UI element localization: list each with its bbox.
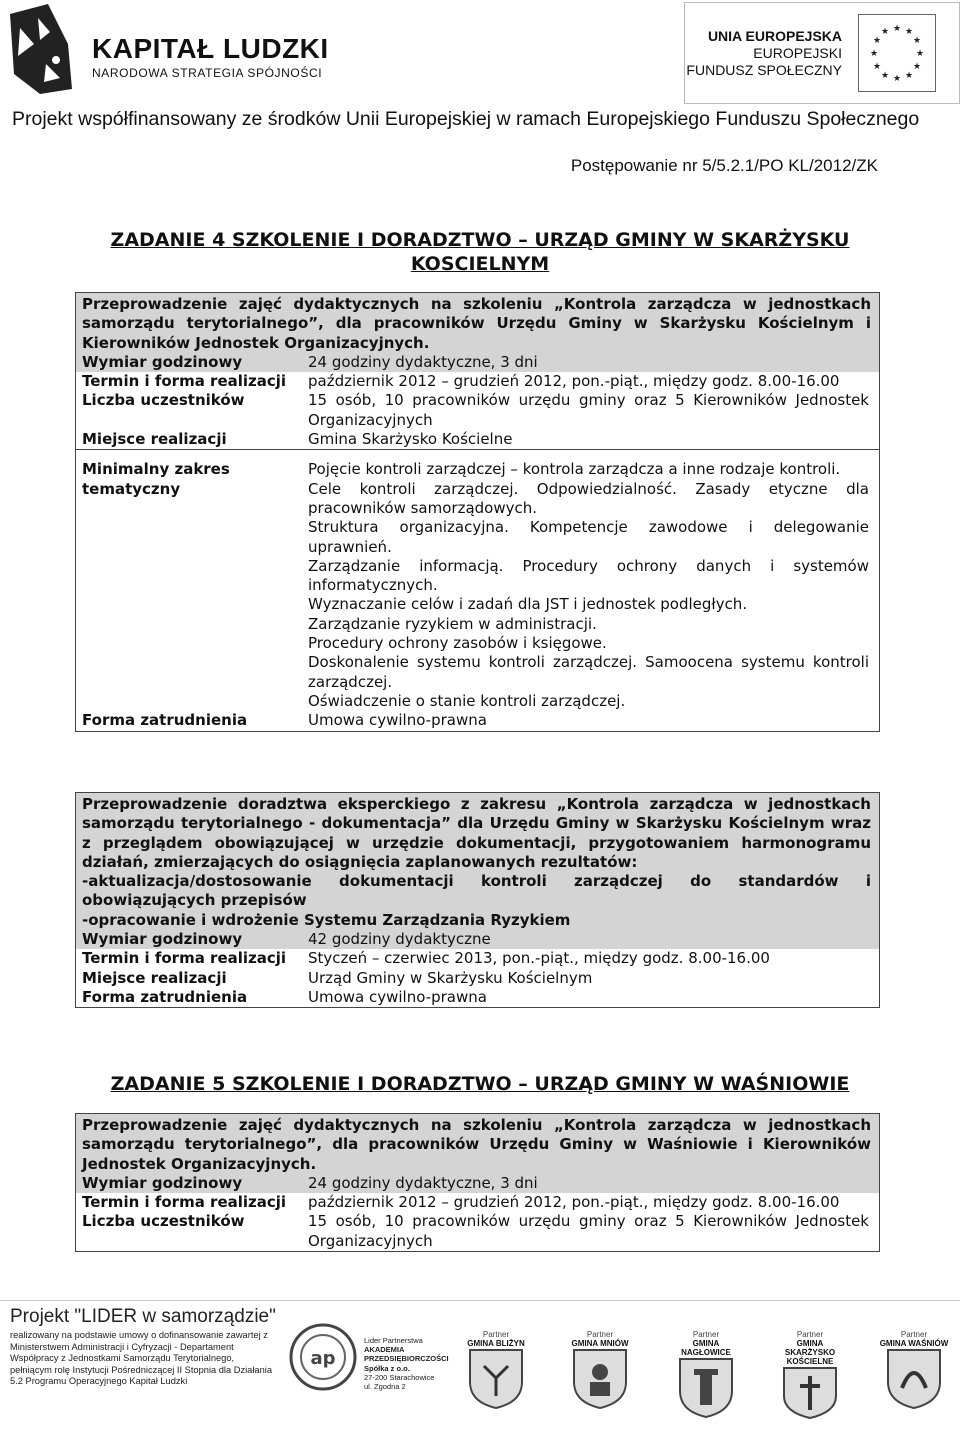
svg-text:★: ★: [904, 71, 914, 81]
scope-item: Oświadczenie o stanie kontroli zarządczej.: [308, 691, 626, 710]
row-label: Liczba uczestników: [82, 1212, 245, 1231]
svg-text:ap: ap: [310, 1348, 336, 1369]
scope-item: Struktura organizacyjna. Kompetencje zawodowe i delegowanie uprawnień.: [308, 518, 869, 556]
leader-line: Spółka z o.o.: [364, 1363, 410, 1373]
row-label: Forma zatrudnienia: [82, 711, 248, 730]
task4-training-hours-row: [76, 353, 879, 372]
partner-wasniow: [876, 1330, 952, 1415]
task4-consulting-hours-row: [76, 930, 879, 949]
row-label: Wymiar godzinowy: [82, 352, 243, 371]
project-description: realizowany na podstawie umowy o dofinansowanie zawartej z Ministerstwem Administracji i Cyfryzacji - Departament Współpracy z Jednostkami Samorządu Terytorialnego, pełniącym rolę Instytucji Pośredniczącej II Stopnia dla Działania 5.2 Programu Operacyjnego Kapitał Ludzki: [10, 1330, 272, 1387]
coat-of-arms-icon: [466, 1348, 526, 1410]
row-label: Termin i forma realizacji: [82, 949, 287, 968]
row-value: październik 2012 – grudzień 2012, pon.-piąt., między godz. 8.00-16.00: [308, 1193, 840, 1212]
task4-consulting-place-row: [76, 969, 879, 988]
svg-text:★: ★: [912, 36, 922, 46]
row-label: Forma zatrudnienia: [82, 987, 248, 1006]
leader-line: PRZEDSIĘBIORCZOŚCI: [364, 1354, 449, 1364]
row-value: Umowa cywilno-prawna: [308, 711, 487, 730]
leader-line: Lider Partnerstwa: [364, 1336, 423, 1345]
eu-logo-text: [686, 28, 842, 79]
task4-consulting-header: [76, 793, 879, 930]
partner-name: GMINA MNIÓW: [571, 1339, 629, 1348]
task4-consulting-table: [75, 792, 880, 1008]
leader-line: 27-200 Starachowice: [364, 1372, 435, 1382]
partner-name: GMINA NAGŁOWICE: [681, 1339, 731, 1357]
partner-label: Partner: [900, 1330, 928, 1339]
task4-training-term-row: [76, 372, 879, 391]
row-value: październik 2012 – grudzień 2012, pon.-piąt., między godz. 8.00-16.00: [308, 372, 840, 391]
scope-item: Wyznaczanie celów i zadań dla JST i jednostek podległych.: [308, 595, 748, 614]
row-label: Termin i forma realizacji: [82, 1193, 287, 1212]
task4-consulting-item: -opracowanie i wdrożenie Systemu Zarządzania Ryzykiem: [82, 910, 571, 929]
partner-label: Partner: [796, 1330, 824, 1339]
row-label: Miejsce realizacji: [82, 968, 227, 987]
task5-training-table: [75, 1113, 880, 1252]
task5-training-hours-row: [76, 1174, 879, 1193]
row-label: Miejsce realizacji: [82, 430, 227, 449]
row-value: 24 godziny dydaktyczne, 3 dni: [308, 352, 538, 371]
task4-training-title: Przeprowadzenie zajęć dydaktycznych na szkoleniu „Kontrola zarządcza w jednostkach samorządu terytorialnego”, dla pracowników Urzędu Gminy w Skarżysku Kościelnym i Kierowników Jednostek Organizacyjnych.: [76, 293, 879, 353]
partner-name: GMINA SKARŻYSKO KOŚCIELNE: [784, 1339, 836, 1366]
svg-text:★: ★: [880, 71, 890, 81]
row-value: 24 godziny dydaktyczne, 3 dni: [308, 1173, 538, 1192]
task4-heading: [0, 228, 960, 276]
task4-heading-line1: ZADANIE 4 SZKOLENIE I DORADZTWO – URZĄD GMINY W SKARŻYSKU: [110, 229, 850, 251]
cofinanced-banner: Projekt współfinansowany ze środków Unii Europejskiej w ramach Europejskiego Funduszu Społecznego: [12, 108, 920, 130]
scope-item: Pojęcie kontroli zarządczej – kontrola zarządcza a inne rodzaje kontroli.: [308, 460, 841, 479]
task4-training-place-row: [76, 430, 879, 449]
task4-training-table: [75, 292, 880, 732]
svg-text:★: ★: [872, 36, 882, 46]
task4-training-employment-row: [76, 711, 879, 730]
scope-item: Zarządzanie ryzykiem w administracji.: [308, 614, 597, 633]
row-value: Styczeń – czerwiec 2013, pon.-piąt., między godz. 8.00-16.00: [308, 949, 770, 968]
partner-label: Partner: [482, 1330, 510, 1339]
procedure-number: Postępowanie nr 5/5.2.1/PO KL/2012/ZK: [570, 156, 878, 175]
svg-text:★: ★: [912, 62, 922, 72]
scope-list: [302, 460, 879, 711]
row-value: Urząd Gminy w Skarżysku Kościelnym: [308, 968, 593, 987]
row-label: Minimalny zakres tematyczny: [82, 460, 230, 498]
task5-training-title: Przeprowadzenie zajęć dydaktycznych na szkoleniu „Kontrola zarządcza w jednostkach samorządu terytorialnego”, dla pracowników Urzędu Gminy w Waśniowie i Kierowników Jednostek Organizacyjnych.: [76, 1114, 879, 1174]
task4-training-scope-row: [76, 449, 879, 711]
logo-subtitle: NARODOWA STRATEGIA SPÓJNOŚCI: [92, 66, 323, 80]
task4-consulting-title: Przeprowadzenie doradztwa eksperckiego z zakresu „Kontrola zarządcza w jednostkach samorządu terytorialnego - dokumentacja” dla Urzędu Gminy w Skarżysku Kościelnym wraz z przeglądem obowiązującej w urzędzie dokumentacji, przygotowaniem harmonogramu działań, zmierzających do osiągnięcia zaplanowanych rezultatów:: [82, 795, 871, 871]
row-label: Termin i forma realizacji: [82, 372, 287, 391]
row-value: 15 osób, 10 pracowników urzędu gminy oraz 5 Kierowników Jednostek Organizacyjnych: [308, 391, 869, 429]
svg-text:★: ★: [892, 74, 902, 84]
partner-skarzysko-koscielne: [772, 1330, 848, 1425]
scope-item: Cele kontroli zarządczej. Odpowiedzialność. Zasady etyczne dla pracowników samorządowych.: [308, 479, 869, 517]
leader-logo-icon: [288, 1320, 358, 1394]
task4-heading-line2: KOSCIELNYM: [410, 253, 550, 275]
scope-item: Zarządzanie informacją. Procedury ochrony danych i systemów informatycznych.: [308, 556, 869, 595]
task4-consulting-item: -aktualizacja/dostosowanie dokumentacji kontroli zarządczej do standardów i obowiązujących przepisów: [82, 872, 871, 910]
partner-name: GMINA WAŚNIÓW: [879, 1339, 949, 1348]
scope-item: Procedury ochrony zasobów i księgowe.: [308, 634, 607, 653]
partner-name: GMINA BLIŻYN: [467, 1339, 525, 1348]
leader-info: [364, 1336, 449, 1391]
project-title: Projekt "LIDER w samorządzie": [10, 1306, 276, 1327]
row-label: Liczba uczestników: [82, 391, 245, 410]
coat-of-arms-icon: [676, 1357, 736, 1419]
task5-heading: ZADANIE 5 SZKOLENIE I DORADZTWO – URZĄD GMINY W WAŚNIOWIE: [110, 1073, 850, 1095]
row-value: Umowa cywilno-prawna: [308, 987, 487, 1006]
partner-blizyn: [458, 1330, 534, 1415]
coat-of-arms-icon: [884, 1348, 944, 1410]
row-label: Wymiar godzinowy: [82, 930, 243, 949]
logo-title: KAPITAŁ LUDZKI: [92, 33, 329, 64]
task4-consulting-term-row: [76, 949, 879, 968]
row-value: Gmina Skarżysko Kościelne: [308, 430, 513, 449]
row-label: Wymiar godzinowy: [82, 1173, 243, 1192]
coat-of-arms-icon: [780, 1366, 840, 1420]
task5-training-term-row: [76, 1193, 879, 1212]
partner-mniow: [562, 1330, 638, 1415]
partner-label: Partner: [586, 1330, 614, 1339]
eu-flag-icon: [858, 14, 936, 92]
svg-text:★: ★: [869, 49, 879, 59]
svg-text:★: ★: [892, 24, 902, 34]
svg-text:★: ★: [904, 27, 914, 37]
eu-line2: EUROPEJSKI: [753, 45, 842, 61]
task4-consulting-employment-row: [76, 988, 879, 1007]
task5-training-participants-row: [76, 1212, 879, 1251]
scope-item: Doskonalenie systemu kontroli zarządczej. Samoocena systemu kontroli zarządczej.: [308, 653, 869, 691]
row-value: 42 godziny dydaktyczne: [308, 930, 491, 949]
eu-line1: UNIA EUROPEJSKA: [707, 28, 842, 44]
eu-line3: FUNDUSZ SPOŁECZNY: [686, 62, 842, 78]
partner-naglowice: [668, 1330, 744, 1424]
svg-text:★: ★: [915, 49, 925, 59]
leader-line: AKADEMIA: [364, 1345, 405, 1355]
coat-of-arms-icon: [570, 1348, 630, 1410]
svg-text:★: ★: [872, 62, 882, 72]
svg-text:★: ★: [880, 27, 890, 37]
partner-label: Partner: [692, 1330, 720, 1339]
leader-line: ul. Zgodna 2: [364, 1382, 406, 1392]
task4-training-participants-row: [76, 391, 879, 430]
row-value: 15 osób, 10 pracowników urzędu gminy oraz 5 Kierowników Jednostek Organizacyjnych: [308, 1212, 869, 1250]
